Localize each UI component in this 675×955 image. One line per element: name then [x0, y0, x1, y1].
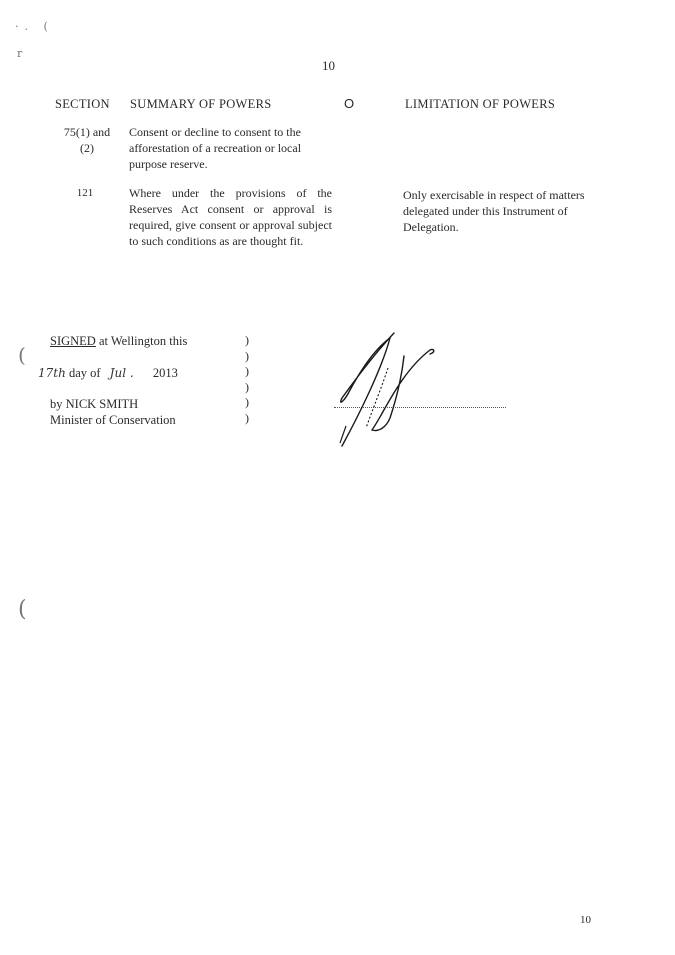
handwritten-month: Jul .: [109, 366, 134, 380]
year: 2013: [152, 366, 178, 380]
handwritten-day: 17th: [38, 366, 66, 380]
hole-punch-mark: (: [18, 343, 26, 367]
hole-punch-mark: (: [18, 597, 27, 622]
row-section-number: [52, 124, 122, 156]
row-summary: Where under the provisions of the Reserves Act consent or approval is required, give consent or approval subject to such conditions as are thought fit.: [129, 186, 332, 248]
bracket: ): [245, 364, 249, 378]
bracket: ): [245, 395, 249, 409]
signature-stroke: [372, 349, 434, 430]
day-of-text: day of: [68, 366, 101, 380]
row-summary: Consent or decline to consent to the afforestation of a recreation or local purpose reserve.: [129, 125, 302, 171]
header-section: SECTION: [55, 97, 110, 111]
signature-stroke: [366, 368, 388, 428]
page-number-top: 10: [322, 58, 335, 73]
date-line: [38, 365, 178, 381]
bracket: ): [245, 379, 249, 394]
signature-stroke: [341, 333, 394, 446]
section-line: 121: [76, 187, 94, 199]
signed-location: at Wellington this: [95, 334, 188, 348]
section-line: (2): [80, 141, 94, 155]
signatory-name: by NICK SMITH: [50, 397, 139, 411]
bracket: ): [245, 348, 249, 363]
bracket: ): [245, 333, 249, 347]
scan-artifact: ·. (: [15, 20, 54, 33]
signed-line: [50, 333, 187, 349]
signatory-title: Minister of Conservation: [50, 413, 176, 427]
bracket-column: [245, 333, 249, 426]
row-limitation: Only exercisable in respect of matters delegated under this Instrument of Delegation.: [403, 188, 585, 234]
section-line: 75(1) and: [63, 125, 111, 139]
header-limitation: LIMITATION OF POWERS: [405, 97, 556, 111]
scan-artifact: r: [17, 47, 23, 60]
handwritten-signature: [330, 328, 450, 453]
header-circle-mark: O: [344, 96, 355, 111]
row-section-number: [50, 185, 120, 201]
bracket: ): [245, 410, 249, 425]
signed-word: SIGNED: [50, 334, 96, 348]
header-summary: SUMMARY OF POWERS: [130, 97, 272, 111]
page-number-bottom: 10: [580, 914, 591, 926]
